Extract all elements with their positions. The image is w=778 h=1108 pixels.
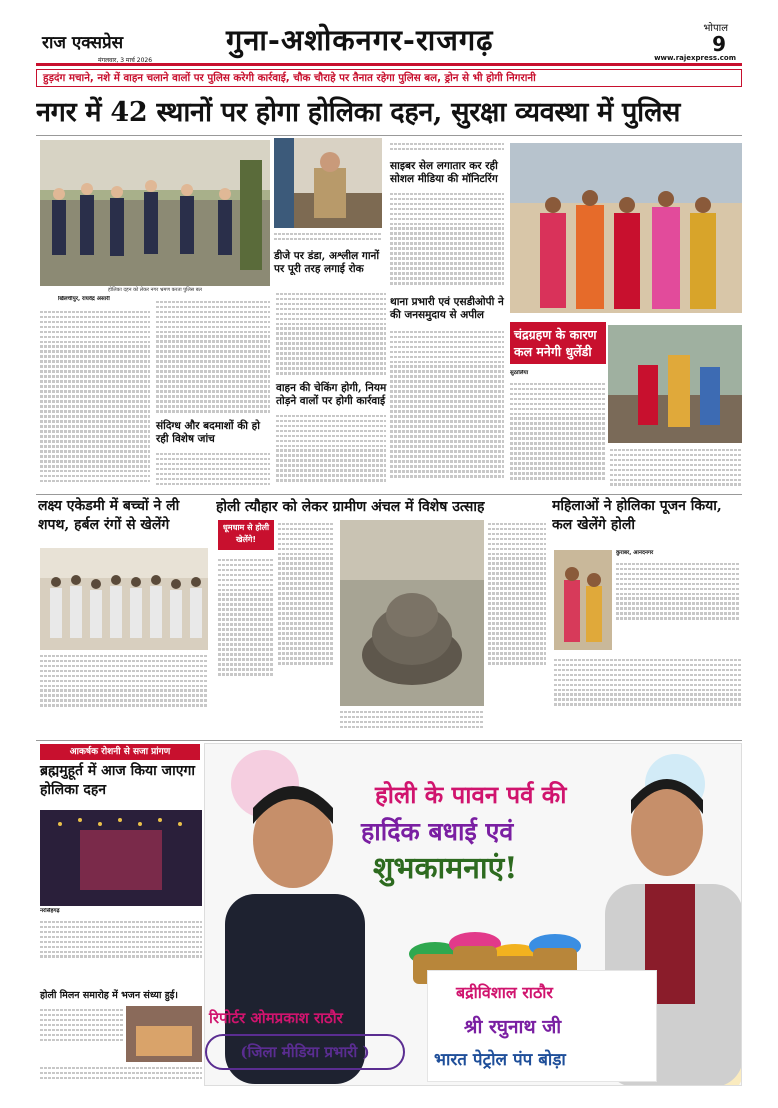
ad-greeting-1: होली के पावन पर्व की [375, 780, 567, 809]
ad-sponsor-name: बद्रीविशाल राठौर [456, 983, 553, 1002]
bhajan-text-2 [40, 1064, 202, 1086]
byline-text: खिलचीपुर, राघवेंद्र [58, 296, 95, 302]
lunar-headline: चंद्रग्रहण के कारण कल मनेगी धुलेंडी [510, 322, 606, 364]
story3-col [616, 560, 740, 654]
bhajan-photo [126, 1006, 202, 1062]
story2-photo [340, 520, 484, 706]
appeal-subhead: थाना प्रभारी एवं एसडीओपी ने की जनसमुदाय से अपील [390, 296, 504, 321]
ad-reporter-role: (जिला मीडिया प्रभारी ) [205, 1034, 405, 1070]
lead-col-1 [40, 308, 150, 488]
lead-col-4-top [390, 140, 504, 160]
lead-col-2 [156, 298, 270, 418]
police-photo [274, 138, 382, 228]
lead-col-3 [276, 290, 386, 380]
story2-headline: होली त्यौहार को लेकर ग्रामीण अंचल में विशेष उत्साह [216, 499, 485, 515]
lead-photo-caption: होलिका दहन को लेकर नगर भ्रमण करता पुलिस बल [108, 287, 202, 293]
bhajan-subhead: होली मिलन समारोह में भजन संध्या हुई। [40, 990, 179, 1001]
decor-label: आकर्षक रोशनी से सजा प्रांगण [40, 744, 200, 760]
story1-headline [38, 497, 208, 535]
story1-text [40, 652, 208, 738]
story3-dateline: कुराबर, आनंदनगर [616, 550, 654, 556]
lunar-photo [608, 325, 742, 443]
lead-photo [40, 140, 270, 286]
cyber-subhead: साइबर सेल लगातार कर रही सोशल मीडिया की मॉनिटरिंग [390, 160, 498, 185]
byline-text-2: अंसारी [96, 296, 110, 302]
story3-photo [554, 550, 612, 650]
lunar-text [510, 380, 606, 490]
story3-headline [552, 497, 742, 535]
ad-sponsor-box [427, 970, 657, 1082]
lead-col-4 [390, 190, 504, 294]
vehicle-check-subhead: वाहन की चेकिंग होगी, नियम तोड़ने वालों पर होगी कार्रवाई [276, 382, 387, 407]
bottom-left-photo [40, 810, 202, 906]
bhajan-text [40, 1006, 124, 1062]
page-number: 9 [712, 32, 726, 56]
story1-photo [40, 548, 208, 650]
main-headline: नगर में 42 स्थानों पर होगा होलिका दहन, सुरक्षा व्यवस्था में पुलिस [36, 92, 742, 136]
story3-headline-text: महिलाओं ने होलिका पूजन किया, कल खेलेंगे होली [552, 498, 722, 533]
bottom-left-dateline: नरसिंहगढ़ [40, 908, 60, 914]
story2-col-2 [278, 520, 334, 736]
issue-date: मंगलवार, 3 मार्च 2026 [98, 57, 153, 64]
lead-col-2b [156, 450, 270, 490]
story2-col-1 [218, 556, 274, 736]
holi-greeting-ad [204, 743, 742, 1086]
lunar-text-2 [610, 446, 742, 490]
section-title: गुना-अशोकनगर-राजगढ़ [226, 23, 494, 57]
city-label: भोपाल [703, 23, 728, 34]
ad-sponsor-business: भारत पेट्रोल पंप बोड़ा [434, 1050, 566, 1070]
ad-reporter-name: रिपोर्टर ओमप्रकाश राठौर [209, 1009, 343, 1027]
divider-2 [36, 740, 742, 741]
bottom-left-headline: ब्रह्ममुहूर्त में आज किया जाएगा होलिका दहन [40, 763, 195, 798]
top-strip: हुड़दंग मचाने, नशे में वाहन चलाने वालों पर पुलिस करेगी कार्रवाई, चौक चौराहे पर तैनात रहेगा पुलिस बल, ड्रोन से भी होगी निगरानी [36, 69, 742, 87]
site-url: www.rajexpress.com [654, 54, 736, 62]
bottom-left-text [40, 918, 202, 984]
masthead [36, 20, 742, 66]
dj-subhead: डीजे पर डंडा, अश्लील गानों पर पूरी तरह लगाई रोक [274, 250, 380, 275]
suspects-subhead: संदिग्ध और बदमाशों की हो रही विशेष जांच [156, 420, 260, 445]
story2-col-4 [488, 520, 546, 736]
women-photo [510, 143, 742, 313]
ad-sponsor-name-2: श्री रघुनाथ जी [464, 1016, 562, 1038]
story2-box: धूमधाम से होली खेलेंगे! [218, 520, 274, 550]
divider [36, 494, 742, 495]
story1-headline-text: लक्ष्य एकेडमी में बच्चों ने ली शपथ, हर्बल रंगों से खेलेंगे [38, 498, 180, 533]
lunar-dateline: सुठालिया [510, 370, 529, 376]
story3-col-2 [554, 656, 742, 738]
ad-greeting-2: हार्दिक बधाई एवं [361, 817, 514, 846]
ad-greeting-3: शुभकामनाएं! [373, 851, 518, 886]
police-text [274, 230, 382, 250]
paper-brand: राज एक्सप्रेस [42, 33, 124, 53]
lead-col-4b [390, 328, 504, 490]
lead-col-3b [276, 412, 386, 490]
story2-col-3 [340, 708, 484, 738]
